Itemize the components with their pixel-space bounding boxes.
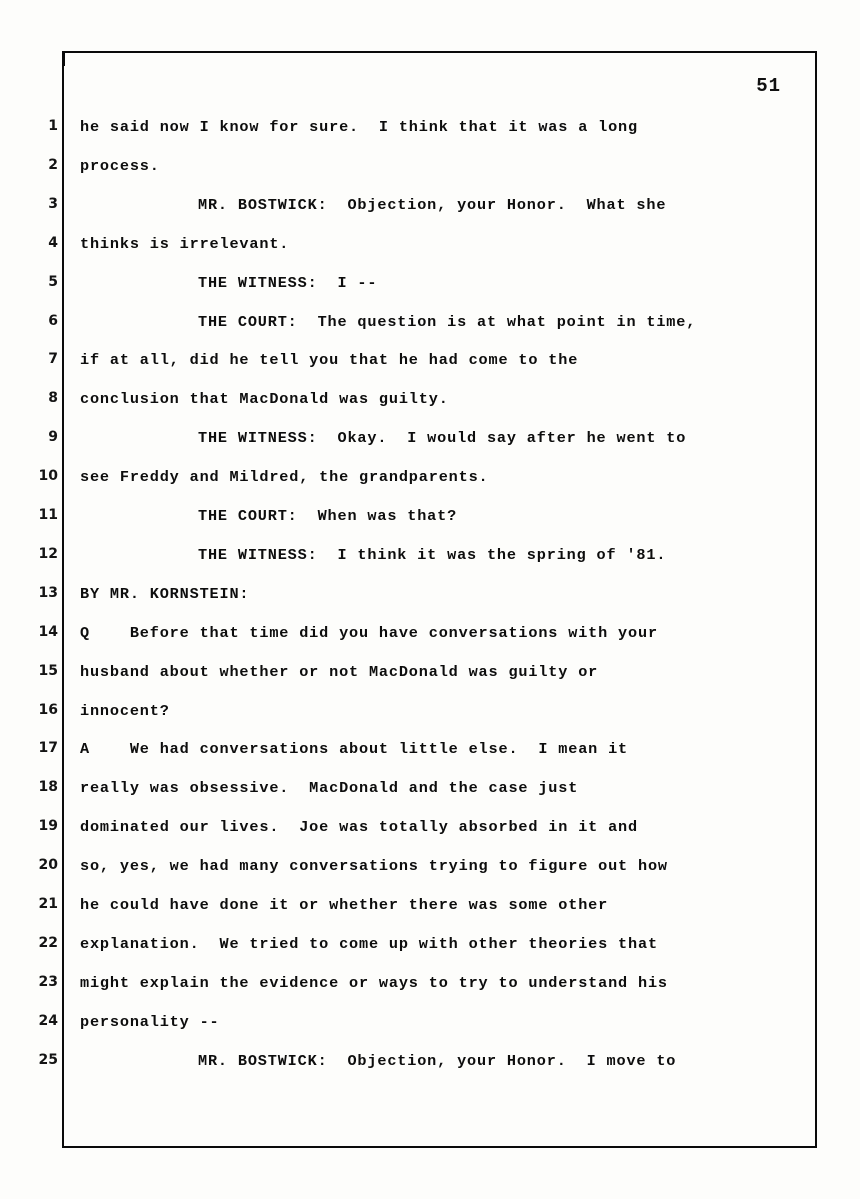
- transcript-line: A We had conversations about little else. I mean it: [80, 740, 629, 759]
- line-number: 21: [38, 896, 58, 912]
- line-number: 1: [48, 118, 58, 134]
- line-number: 17: [38, 740, 58, 757]
- line-number: 11: [38, 507, 58, 523]
- line-number: 4: [48, 234, 58, 251]
- transcript-line: THE WITNESS: Okay. I would say after he went to: [198, 429, 687, 448]
- transcript-line: conclusion that MacDonald was guilty.: [80, 390, 449, 409]
- line-number: 20: [38, 857, 58, 874]
- line-number: 22: [38, 934, 58, 951]
- transcript-line: dominated our lives. Joe was totally absorbed in it and: [80, 818, 638, 837]
- line-number: 7: [48, 351, 58, 368]
- transcript-line: he could have done it or whether there was some other: [80, 896, 609, 914]
- transcript-line: see Freddy and Mildred, the grandparents.: [80, 468, 489, 487]
- line-number: 13: [38, 584, 58, 601]
- line-number: 16: [38, 701, 58, 718]
- transcript-line: really was obsessive. MacDonald and the case just: [80, 779, 579, 798]
- line-number: 9: [48, 429, 58, 446]
- transcript-line: husband about whether or not MacDonald was guilty or: [80, 662, 599, 681]
- transcript-line: THE COURT: The question is at what point in time,: [198, 312, 697, 331]
- line-number: 3: [48, 195, 58, 212]
- page-number: 51: [756, 75, 781, 97]
- transcript-line: explanation. We tried to come up with other theories that: [80, 934, 658, 953]
- line-number: 6: [48, 312, 58, 329]
- transcript-line: he said now I know for sure. I think that it was a long: [80, 118, 638, 136]
- transcript-line: THE WITNESS: I --: [198, 273, 378, 292]
- transcript-line: thinks is irrelevant.: [80, 234, 290, 253]
- line-number: 8: [48, 390, 58, 407]
- transcript-line: Q Before that time did you have conversations with your: [80, 623, 658, 642]
- line-number: 24: [38, 1012, 58, 1029]
- line-number: 2: [48, 156, 58, 173]
- line-number: 5: [48, 273, 58, 290]
- transcript-line: MR. BOSTWICK: Objection, your Honor. I move to: [198, 1051, 677, 1070]
- line-number: 10: [38, 468, 58, 485]
- line-number: 18: [38, 779, 58, 796]
- transcript-line: innocent?: [80, 701, 170, 720]
- transcript-line: MR. BOSTWICK: Objection, your Honor. What she: [198, 195, 667, 214]
- transcript-line: BY MR. KORNSTEIN:: [80, 584, 250, 603]
- line-number: 12: [38, 545, 58, 562]
- transcript-line: process.: [80, 156, 160, 175]
- transcript-line: so, yes, we had many conversations trying to figure out how: [80, 857, 668, 876]
- line-number: 15: [38, 662, 58, 679]
- line-number: 19: [38, 818, 58, 835]
- transcript-line: if at all, did he tell you that he had come to the: [80, 351, 579, 370]
- line-number: 14: [38, 623, 58, 640]
- transcript-line: might explain the evidence or ways to try to understand his: [80, 973, 668, 992]
- transcript-line: THE WITNESS: I think it was the spring of '81.: [198, 545, 667, 564]
- transcript-line: THE COURT: When was that?: [198, 507, 458, 525]
- line-number-gutter: [18, 108, 58, 1098]
- line-number: 25: [38, 1051, 58, 1068]
- transcript-line: personality --: [80, 1012, 220, 1031]
- transcript-text-body: [80, 108, 825, 1098]
- line-number: 23: [38, 973, 58, 990]
